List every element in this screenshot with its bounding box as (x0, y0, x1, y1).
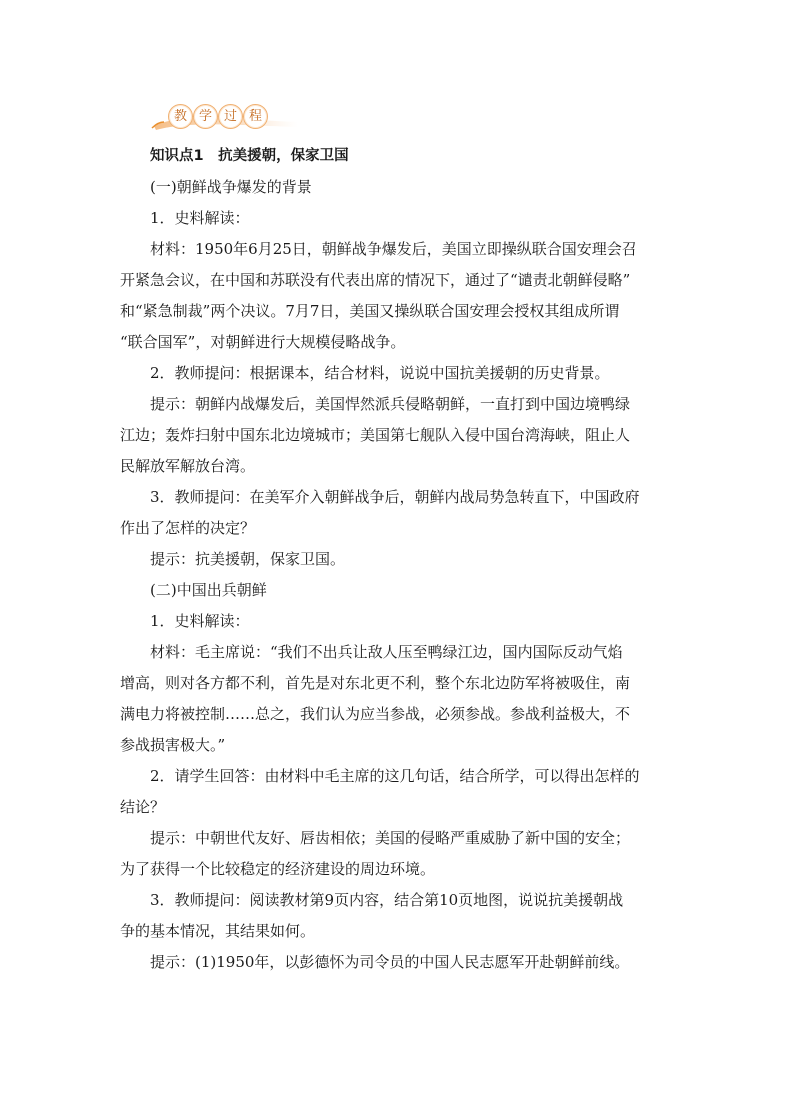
text-line: 参战损害极大。” (120, 736, 226, 754)
text-line: 开紧急会议，在中国和苏联没有代表出席的情况下，通过了“谴责北朝鲜侵略” (120, 271, 631, 289)
text-line: 材料：1950年6月25日，朝鲜战争爆发后，美国立即操纵联合国安理会召 (150, 240, 637, 258)
text-line: 2．请学生回答：由材料中毛主席的这几句话，结合所学，可以得出怎样的 (150, 767, 640, 785)
text-line: 提示：朝鲜内战爆发后，美国悍然派兵侵略朝鲜，一直打到中国边境鸭绿 (150, 395, 631, 413)
banner-char: 教 (168, 104, 193, 129)
section-heading: (一)朝鲜战争爆发的背景 (150, 178, 312, 196)
banner-char: 程 (243, 104, 268, 129)
text-line: 提示：抗美援朝，保家卫国。 (150, 550, 346, 568)
text-line: 3．教师提问：阅读教材第9页内容，结合第10页地图，说说抗美援朝战 (150, 891, 624, 909)
text-line: 2．教师提问：根据课本，结合材料，说说中国抗美援朝的历史背景。 (150, 364, 610, 382)
banner-char: 学 (193, 104, 218, 129)
text-line: “联合国军”，对朝鲜进行大规模侵略战争。 (120, 333, 406, 351)
text-line: 结论？ (120, 798, 166, 816)
knowledge-point-heading: 知识点1 抗美援朝，保家卫国 (150, 148, 349, 164)
text-line: 1．史料解读： (150, 612, 250, 630)
text-line: 材料：毛主席说：“我们不出兵让敌人压至鸭绿江边，国内国际反动气焰 (150, 643, 623, 661)
text-line: 民解放军解放台湾。 (120, 457, 256, 475)
text-line: 作出了怎样的决定？ (120, 519, 256, 537)
text-line: 提示：(1)1950年，以彭德怀为司令员的中国人民志愿军开赴朝鲜前线。 (150, 953, 630, 971)
section-heading: (二)中国出兵朝鲜 (150, 581, 267, 599)
text-line: 为了获得一个比较稳定的经济建设的周边环境。 (120, 860, 436, 878)
banner-char: 过 (218, 104, 243, 129)
text-line: 和“紧急制裁”两个决议。7月7日，美国又操纵联合国安理会授权其组成所谓 (120, 302, 620, 320)
text-line: 满电力将被控制……总之，我们认为应当参战，必须参战。参战利益极大，不 (120, 705, 631, 723)
text-line: 1．史料解读： (150, 209, 250, 227)
text-line: 争的基本情况，其结果如何。 (120, 922, 316, 940)
text-line: 江边；轰炸扫射中国东北边境城市；美国第七舰队入侵中国台湾海峡，阻止人 (120, 426, 631, 444)
text-line: 3．教师提问：在美军介入朝鲜战争后，朝鲜内战局势急转直下，中国政府 (150, 488, 640, 506)
text-line: 提示：中朝世代友好、唇齿相依；美国的侵略严重威胁了新中国的安全； (150, 829, 631, 847)
text-line: 增高，则对各方都不利，首先是对东北更不利，整个东北边防军将被吸住，南 (120, 674, 631, 692)
teaching-process-banner (150, 100, 300, 134)
